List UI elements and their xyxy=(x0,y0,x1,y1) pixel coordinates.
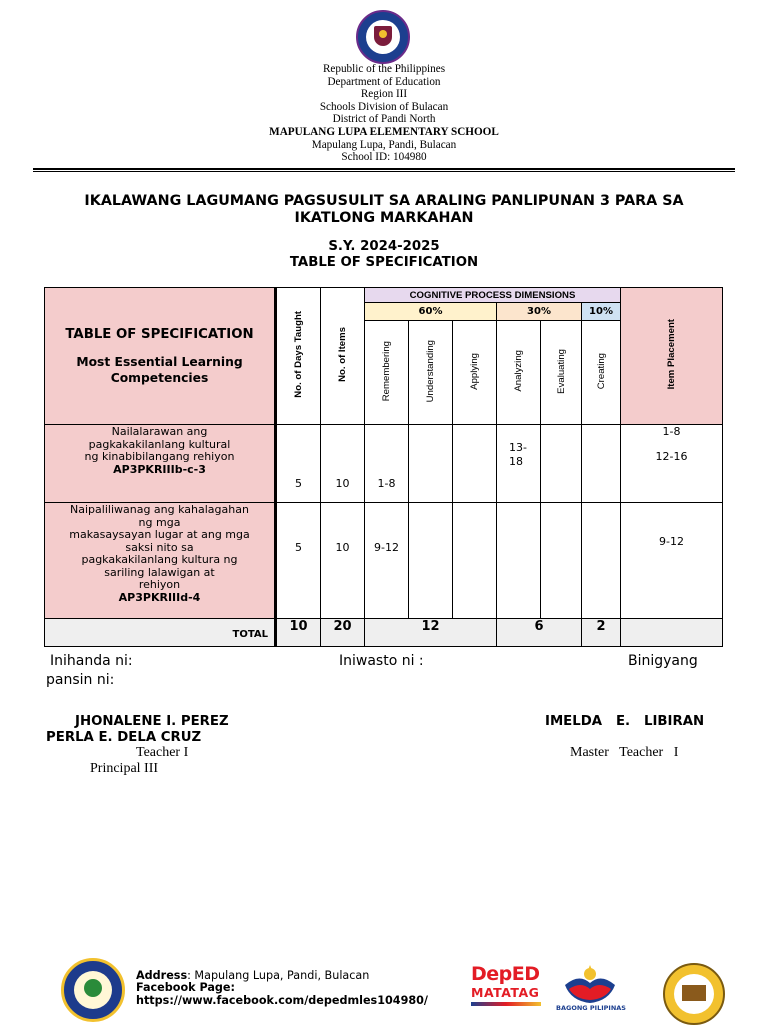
table-row xyxy=(45,425,723,503)
total-placement xyxy=(621,619,723,647)
evaluating-cell xyxy=(541,425,582,503)
footer-contact xyxy=(136,970,428,1007)
competency-text: saksi nito sa xyxy=(125,540,194,554)
placement-value: 1-8 xyxy=(662,425,681,438)
level-label: Creating xyxy=(595,352,607,390)
school-name: MAPULANG LUPA ELEMENTARY SCHOOL xyxy=(269,125,499,138)
letterhead xyxy=(0,63,768,164)
bagong-pilipinas-logo xyxy=(559,963,621,1021)
pct-60-header: 60% xyxy=(365,303,497,321)
understanding-cell xyxy=(409,425,453,503)
item-placement-label: Item Placement xyxy=(666,319,677,390)
level-label: Remembering xyxy=(381,340,392,402)
signatory-name-teacher: JHONALENE I. PEREZ xyxy=(75,714,229,729)
district-seal-logo xyxy=(663,963,725,1025)
prepared-by-label: Inihanda ni: xyxy=(50,653,133,669)
level-evaluating xyxy=(541,321,582,425)
total-60: 12 xyxy=(365,619,497,647)
items-label: No. of Items xyxy=(337,327,348,382)
facebook-link[interactable]: https://www.facebook.com/depedmles104980/ xyxy=(136,993,429,1007)
pct-30-header: 30% xyxy=(497,303,582,321)
evaluating-cell xyxy=(541,503,582,619)
creating-cell xyxy=(582,425,621,503)
noted-by-label-cont: pansin ni: xyxy=(46,672,115,688)
role-principal: Principal III xyxy=(90,761,159,776)
placement-cell: 9-12 xyxy=(621,503,723,619)
signatory-name-principal: PERLA E. DELA CRUZ xyxy=(46,730,202,745)
days-taught-header xyxy=(276,288,321,425)
school-year: S.Y. 2024-2025 xyxy=(328,239,440,254)
role-teacher: Teacher I xyxy=(136,745,189,760)
level-applying xyxy=(453,321,497,425)
exam-title-line2: IKATLONG MARKAHAN xyxy=(294,210,474,226)
deped-wordmark: DepED xyxy=(471,963,540,985)
items-header xyxy=(321,288,365,425)
applying-cell xyxy=(453,425,497,503)
days-cell: 5 xyxy=(276,503,321,619)
competency-text: ng mga xyxy=(138,515,181,529)
analyzing-value: 13- xyxy=(509,441,527,454)
competency-code: AP3PKRIIIb-c-3 xyxy=(113,462,206,476)
competency-text: rehiyon xyxy=(138,578,181,591)
placement-cell xyxy=(621,425,723,503)
days-cell: 5 xyxy=(276,425,321,503)
analyzing-value: 18 xyxy=(509,455,523,468)
table-subheading: Most Essential Learning Competencies xyxy=(76,354,243,385)
item-placement-header xyxy=(621,288,723,425)
letterhead-line: Department of Education xyxy=(327,75,441,88)
letterhead-line: Region III xyxy=(360,88,408,101)
level-understanding xyxy=(409,321,453,425)
letterhead-line: Schools Division of Bulacan xyxy=(319,100,449,113)
matatag-wordmark: MATATAG xyxy=(471,985,540,1000)
total-10: 2 xyxy=(582,619,621,647)
analyzing-cell xyxy=(497,425,541,503)
competency-text: ng kinabibilangang rehiyon xyxy=(84,450,235,463)
placement-value: 12-16 xyxy=(655,450,688,463)
pct-10-header: 10% xyxy=(582,303,621,321)
applying-cell xyxy=(453,503,497,619)
level-label: Analyzing xyxy=(513,350,524,392)
header-divider-thin xyxy=(33,171,735,172)
header-divider xyxy=(33,168,735,170)
competency-text: pagkakakilanlang kultural xyxy=(88,437,231,451)
specification-table xyxy=(44,287,723,647)
competency-text: pagkakakilanlang kultura ng xyxy=(81,553,238,566)
level-label: Understanding xyxy=(425,339,436,403)
school-address: Mapulang Lupa, Pandi, Bulacan xyxy=(311,138,457,151)
role-master-teacher: Master Teacher I xyxy=(570,745,679,760)
exam-title-line1: IKALAWANG LAGUMANG PAGSUSULIT SA ARALING PANLIPUNAN 3 PARA SA xyxy=(84,193,684,209)
remembering-cell: 9-12 xyxy=(365,503,409,619)
facebook-label: Facebook Page: xyxy=(136,981,235,995)
competency-text: Naipaliliwanag ang kahalagahan xyxy=(70,503,249,516)
level-analyzing xyxy=(497,321,541,425)
items-cell: 10 xyxy=(321,503,365,619)
total-days: 10 xyxy=(276,619,321,647)
address-label: Address xyxy=(136,969,188,982)
competency-text: Nailalarawan ang xyxy=(111,425,208,438)
level-label: Applying xyxy=(469,352,480,390)
remembering-cell: 1-8 xyxy=(365,425,409,503)
understanding-cell xyxy=(409,503,453,619)
total-30: 6 xyxy=(497,619,582,647)
bagong-pilipinas-text: BAGONG PILIPINAS xyxy=(556,1004,626,1012)
table-heading: TABLE OF SPECIFICATION xyxy=(65,326,254,342)
signatory-name-master-teacher: IMELDA E. LIBIRAN xyxy=(545,714,705,729)
school-year-block xyxy=(40,239,728,271)
school-logo xyxy=(61,958,125,1022)
cognitive-dimensions-header: COGNITIVE PROCESS DIMENSIONS xyxy=(365,288,621,303)
address-value: : Mapulang Lupa, Pandi, Bulacan xyxy=(187,969,370,982)
total-label: TOTAL xyxy=(45,619,276,647)
total-row xyxy=(45,619,723,647)
checked-by-label: Iniwasto ni : xyxy=(339,653,424,669)
level-remembering xyxy=(365,321,409,425)
competency-cell xyxy=(45,503,276,619)
school-id: School ID: 104980 xyxy=(341,151,427,164)
table-row xyxy=(45,503,723,619)
total-items: 20 xyxy=(321,619,365,647)
noted-by-label: Binigyang xyxy=(628,653,698,669)
deped-matatag-logo xyxy=(471,963,543,1006)
letterhead-line: District of Pandi North xyxy=(332,113,436,126)
competency-cell xyxy=(45,425,276,503)
competency-header xyxy=(45,288,276,425)
logo-stripe xyxy=(471,1002,541,1006)
analyzing-cell xyxy=(497,503,541,619)
document-subtitle: TABLE OF SPECIFICATION xyxy=(289,255,479,270)
competency-text: sariling lalawigan at xyxy=(104,565,215,579)
level-creating xyxy=(582,321,621,425)
competency-code: AP3PKRIIId-4 xyxy=(118,590,201,604)
days-taught-label: No. of Days Taught xyxy=(293,311,304,398)
items-cell: 10 xyxy=(321,425,365,503)
exam-title xyxy=(40,193,728,227)
letterhead-line: Republic of the Philippines xyxy=(322,63,446,75)
competency-text: makasaysayan lugar at ang mga xyxy=(69,528,250,541)
creating-cell xyxy=(582,503,621,619)
deped-seal-logo xyxy=(356,10,410,64)
level-label: Evaluating xyxy=(555,348,567,394)
